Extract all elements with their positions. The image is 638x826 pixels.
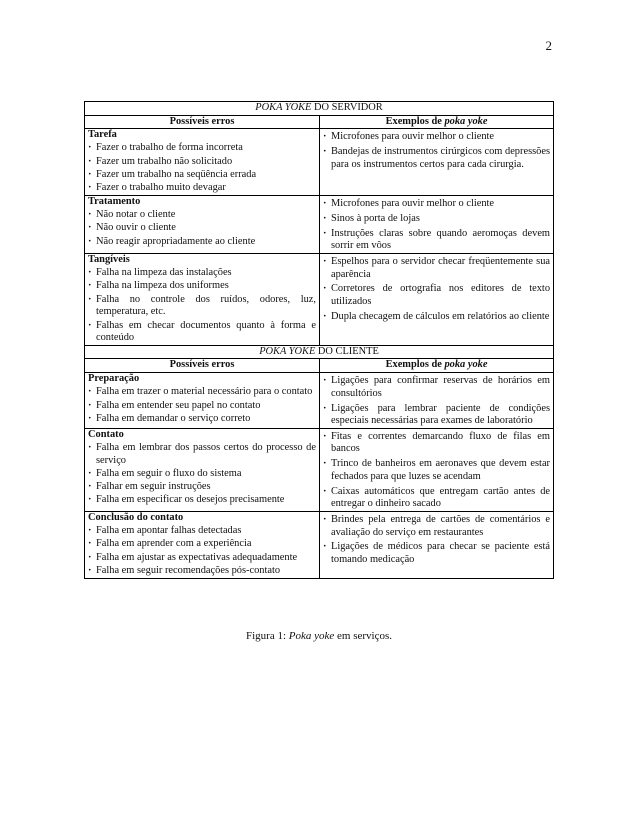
table-row <box>85 428 554 511</box>
example-item: · Espelhos para o servidor checar freqüentemente sua aparência <box>323 256 550 281</box>
error-list <box>88 442 316 507</box>
example-item: · Fitas e correntes demarcando fluxo de filas em bancos <box>323 431 550 456</box>
example-list <box>323 514 550 567</box>
section-title <box>85 345 554 359</box>
column-header-examples <box>320 359 554 373</box>
error-item: · Falha em ajustar as expectativas adequadamente <box>88 552 316 565</box>
error-item: · Falha em demandar o serviço correto <box>88 413 316 426</box>
example-item: · Ligações de médicos para checar se paciente está tomando medicação <box>323 541 550 566</box>
error-list <box>88 142 316 194</box>
examples-cell <box>320 129 554 196</box>
error-item: · Não notar o cliente <box>88 209 316 222</box>
error-item: · Falha na limpeza das instalações <box>88 267 316 280</box>
caption-rest: em serviços. <box>334 630 392 642</box>
error-list <box>88 209 316 248</box>
error-list <box>88 525 316 577</box>
error-item: · Falha em lembrar dos passos certos do processo de serviço <box>88 442 316 467</box>
errors-cell <box>85 372 320 428</box>
example-list <box>323 375 550 428</box>
error-item: · Fazer o trabalho muito devagar <box>88 182 316 195</box>
column-header-row <box>85 115 554 129</box>
section-title-row <box>85 102 554 116</box>
example-item: · Sinos à porta de lojas <box>323 213 550 226</box>
category-label: Tangíveis <box>88 253 130 265</box>
example-list <box>323 198 550 253</box>
error-list <box>88 386 316 425</box>
error-item: · Falha em apontar falhas detectadas <box>88 525 316 538</box>
example-item: · Instruções claras sobre quando aeromoças devem sorrir em vôos <box>323 228 550 253</box>
example-item: · Ligações para lembrar paciente de condições especiais necessárias para exames de laboratório <box>323 403 550 428</box>
section-title-row <box>85 345 554 359</box>
error-item: · Falha na limpeza dos uniformes <box>88 280 316 293</box>
example-list <box>323 431 550 511</box>
section-title <box>85 102 554 116</box>
example-item: · Brindes pela entrega de cartões de comentários e avaliação do serviço em restaurantes <box>323 514 550 539</box>
example-list <box>323 256 550 323</box>
column-header-row <box>85 359 554 373</box>
examples-cell <box>320 511 554 578</box>
column-header-prefix: Exemplos de <box>385 359 445 371</box>
error-item: · Falhas em checar documentos quanto à forma e conteúdo <box>88 320 316 345</box>
examples-cell <box>320 195 554 253</box>
category-label: Tratamento <box>88 195 141 207</box>
example-item: · Microfones para ouvir melhor o cliente <box>323 198 550 211</box>
section-title-italic: POKA YOKE <box>259 345 316 357</box>
column-header-errors: Possíveis erros <box>85 115 320 129</box>
examples-cell <box>320 372 554 428</box>
category-label: Tarefa <box>88 129 117 141</box>
column-header-italic: poka yoke <box>444 115 488 127</box>
table-row <box>85 129 554 196</box>
error-item: · Falha em especificar os desejos precisamente <box>88 494 316 507</box>
column-header-examples <box>320 115 554 129</box>
table-row <box>85 195 554 253</box>
section-title-rest: DO CLIENTE <box>315 345 379 357</box>
example-item: · Bandejas de instrumentos cirúrgicos com depressões para os instrumentos certos para cada cirurgia. <box>323 146 550 171</box>
caption-italic: Poka yoke <box>288 630 335 642</box>
category-label: Contato <box>88 428 124 440</box>
section-title-italic: POKA YOKE <box>255 102 312 113</box>
column-header-italic: poka yoke <box>444 359 488 371</box>
errors-cell <box>85 129 320 196</box>
error-item: · Fazer um trabalho na seqüência errada <box>88 169 316 182</box>
category-label: Conclusão do contato <box>88 511 184 523</box>
section-title-rest: DO SERVIDOR <box>311 102 383 113</box>
example-item: · Caixas automáticos que entregam cartão antes de entregar o dinheiro sacado <box>323 486 550 511</box>
error-list <box>88 267 316 345</box>
category-label: Preparação <box>88 372 140 384</box>
example-item: · Dupla checagem de cálculos em relatórios ao cliente <box>323 311 550 324</box>
example-list <box>323 131 550 171</box>
column-header-errors: Possíveis erros <box>85 359 320 373</box>
error-item: · Fazer o trabalho de forma incorreta <box>88 142 316 155</box>
example-item: · Trinco de banheiros em aeronaves que devem estar fechados para que luzes se acendam <box>323 458 550 483</box>
example-item: · Corretores de ortografia nos editores de texto utilizados <box>323 283 550 308</box>
error-item: · Não ouvir o cliente <box>88 222 316 235</box>
table-row <box>85 511 554 578</box>
errors-cell <box>85 511 320 578</box>
example-item: · Microfones para ouvir melhor o cliente <box>323 131 550 144</box>
errors-cell <box>85 428 320 511</box>
figure-caption <box>0 630 638 642</box>
errors-cell <box>85 253 320 345</box>
error-item: · Falha em seguir recomendações pós-contato <box>88 565 316 578</box>
error-item: · Não reagir apropriadamente ao cliente <box>88 236 316 249</box>
examples-cell <box>320 253 554 345</box>
error-item: · Falha no controle dos ruídos, odores, luz, temperatura, etc. <box>88 294 316 319</box>
table-row <box>85 372 554 428</box>
column-header-prefix: Exemplos de <box>385 115 445 127</box>
error-item: · Falha em trazer o material necessário para o contato <box>88 386 316 399</box>
errors-cell <box>85 195 320 253</box>
error-item: · Fazer um trabalho não solicitado <box>88 156 316 169</box>
poka-yoke-table <box>84 101 554 579</box>
error-item: · Falhar em seguir instruções <box>88 481 316 494</box>
error-item: · Falha em entender seu papel no contato <box>88 400 316 413</box>
table-row <box>85 253 554 345</box>
error-item: · Falha em aprender com a experiência <box>88 538 316 551</box>
error-item: · Falha em seguir o fluxo do sistema <box>88 468 316 481</box>
example-item: · Ligações para confirmar reservas de horários em consultórios <box>323 375 550 400</box>
page-number: 2 <box>545 38 552 53</box>
caption-prefix: Figura 1: <box>245 630 289 642</box>
examples-cell <box>320 428 554 511</box>
